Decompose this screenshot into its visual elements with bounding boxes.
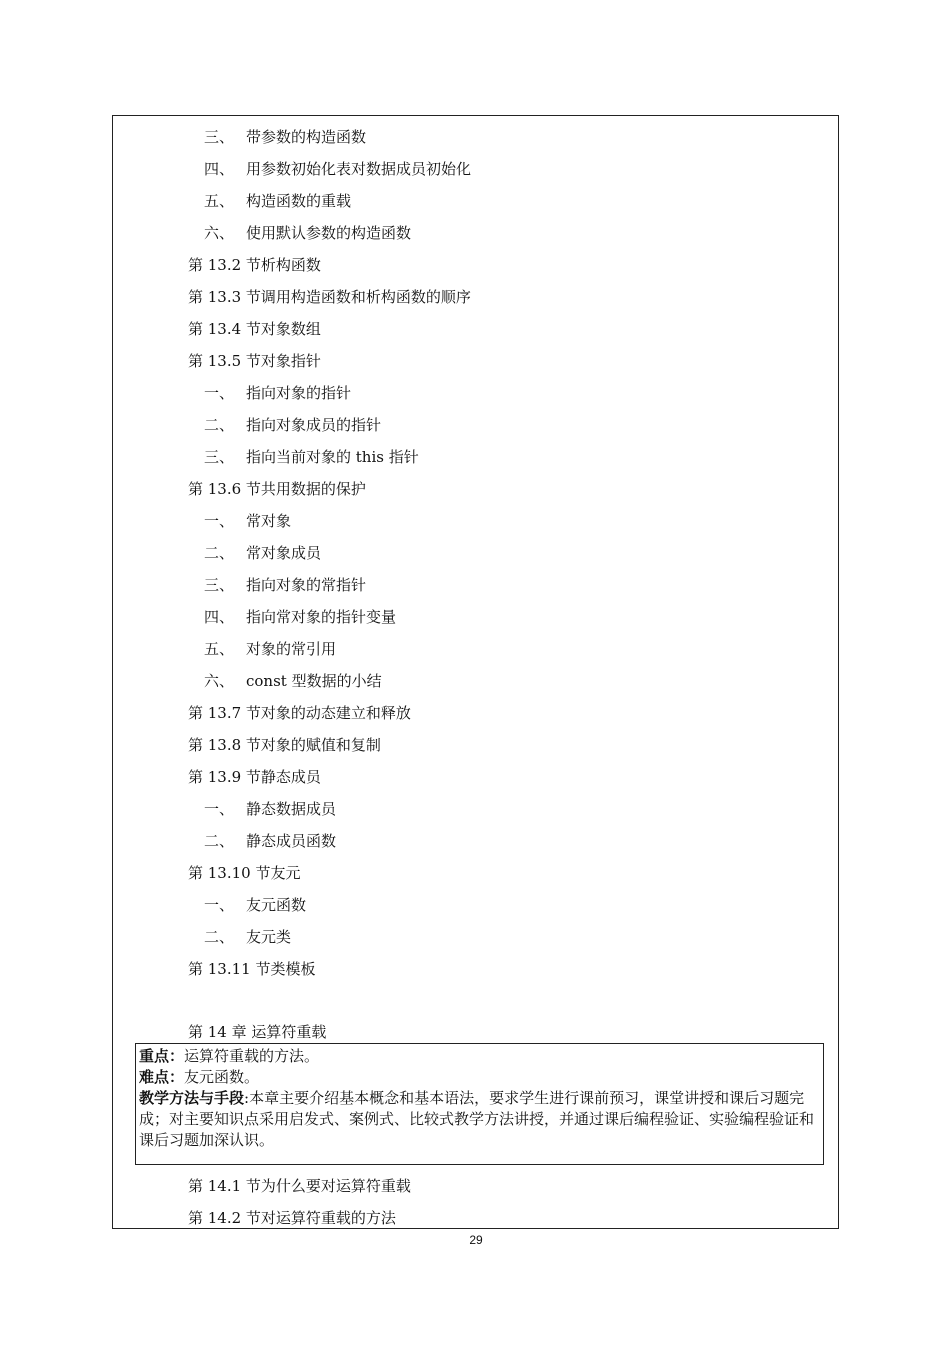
item-number: 二、	[204, 928, 235, 946]
item-text: 友元函数	[246, 896, 307, 914]
key-point-label: 重点：	[139, 1047, 185, 1065]
item-number: 六、	[204, 672, 235, 690]
item-text: 静态成员函数	[246, 832, 337, 850]
section-item	[188, 319, 321, 339]
subsection-item	[204, 895, 306, 915]
item-text: 使用默认参数的构造函数	[246, 224, 412, 242]
chapter-14-summary-box	[135, 1043, 824, 1165]
item-text: 带参数的构造函数	[246, 128, 367, 146]
section-item	[188, 479, 366, 499]
item-text: 友元类	[246, 928, 292, 946]
item-text: 第 13.8 节对象的赋值和复制	[188, 736, 381, 754]
subsection-item	[204, 223, 411, 243]
item-number: 四、	[204, 160, 235, 178]
subsection-item	[204, 127, 366, 147]
item-text: 第 13.10 节友元	[188, 864, 301, 882]
section-14-1: 第 14.1 节为什么要对运算符重载	[188, 1177, 411, 1195]
item-text: 第 13.9 节静态成员	[188, 768, 321, 786]
key-point-text: 运算符重载的方法。	[184, 1047, 320, 1065]
subsection-item	[204, 447, 419, 467]
section-14-2: 第 14.2 节对运算符重载的方法	[188, 1209, 396, 1227]
item-number: 二、	[204, 416, 235, 434]
teaching-method-label: 教学方法与手段	[139, 1089, 245, 1107]
subsection-item	[204, 831, 336, 851]
key-point	[139, 1046, 820, 1067]
subsection-item	[204, 671, 382, 691]
item-number: 六、	[204, 224, 235, 242]
item-text: 对象的常引用	[246, 640, 337, 658]
item-text: 指向对象成员的指针	[246, 416, 382, 434]
item-text: 用参数初始化表对数据成员初始化	[246, 160, 472, 178]
item-text: 指向对象的指针	[246, 384, 352, 402]
subsection-item	[204, 159, 471, 179]
section-item	[188, 255, 321, 275]
item-number: 三、	[204, 576, 235, 594]
section-item	[188, 767, 321, 787]
item-number: 三、	[204, 128, 235, 146]
item-text: 常对象成员	[246, 544, 322, 562]
difficulty	[139, 1067, 820, 1088]
item-text: 指向对象的常指针	[246, 576, 367, 594]
item-text: 常对象	[246, 512, 292, 530]
page-number: 29	[469, 1233, 483, 1247]
item-text: 第 13.11 节类模板	[188, 960, 316, 978]
item-text: 第 13.3 节调用构造函数和析构函数的顺序	[188, 288, 471, 306]
subsection-item	[204, 639, 336, 659]
section-item	[188, 959, 315, 979]
item-text: 指向常对象的指针变量	[246, 608, 397, 626]
teaching-method-text: :本章主要介绍基本概念和基本语法，要求学生进行课前预习，课堂讲授和课后习题完成；对主要知识点采用启发式、案例式、比较式教学方法讲授，并通过课后编程验证、实验编程验证和课后习题加深认识。	[139, 1089, 815, 1149]
subsection-item	[204, 927, 291, 947]
subsection-item	[204, 415, 381, 435]
section-item	[188, 703, 411, 723]
item-text: 第 13.6 节共用数据的保护	[188, 480, 366, 498]
chapter-14-heading: 第 14 章 运算符重载	[188, 1023, 327, 1041]
subsection-item	[204, 191, 351, 211]
subsection-item	[204, 607, 396, 627]
item-number: 二、	[204, 832, 235, 850]
item-number: 三、	[204, 448, 235, 466]
section-item	[188, 863, 300, 883]
subsection-item	[204, 511, 291, 531]
subsection-item	[204, 575, 366, 595]
item-number: 五、	[204, 640, 235, 658]
item-number: 一、	[204, 384, 235, 402]
item-text: 第 13.2 节析构函数	[188, 256, 321, 274]
teaching-method	[139, 1088, 820, 1151]
item-number: 四、	[204, 608, 235, 626]
item-text: 指向当前对象的 this 指针	[246, 448, 419, 466]
subsection-item	[204, 383, 351, 403]
item-text: 第 13.4 节对象数组	[188, 320, 321, 338]
section-item	[188, 735, 381, 755]
subsection-item	[204, 543, 321, 563]
difficulty-text: 友元函数。	[184, 1068, 260, 1086]
item-text: 构造函数的重载	[246, 192, 352, 210]
section-item	[188, 287, 471, 307]
subsection-item	[204, 799, 336, 819]
difficulty-label: 难点：	[139, 1068, 185, 1086]
item-number: 二、	[204, 544, 235, 562]
item-text: 静态数据成员	[246, 800, 337, 818]
item-number: 五、	[204, 192, 235, 210]
item-number: 一、	[204, 800, 235, 818]
item-number: 一、	[204, 512, 235, 530]
item-text: const 型数据的小结	[246, 672, 382, 690]
section-item	[188, 351, 321, 371]
item-text: 第 13.5 节对象指针	[188, 352, 321, 370]
item-number: 一、	[204, 896, 235, 914]
item-text: 第 13.7 节对象的动态建立和释放	[188, 704, 411, 722]
